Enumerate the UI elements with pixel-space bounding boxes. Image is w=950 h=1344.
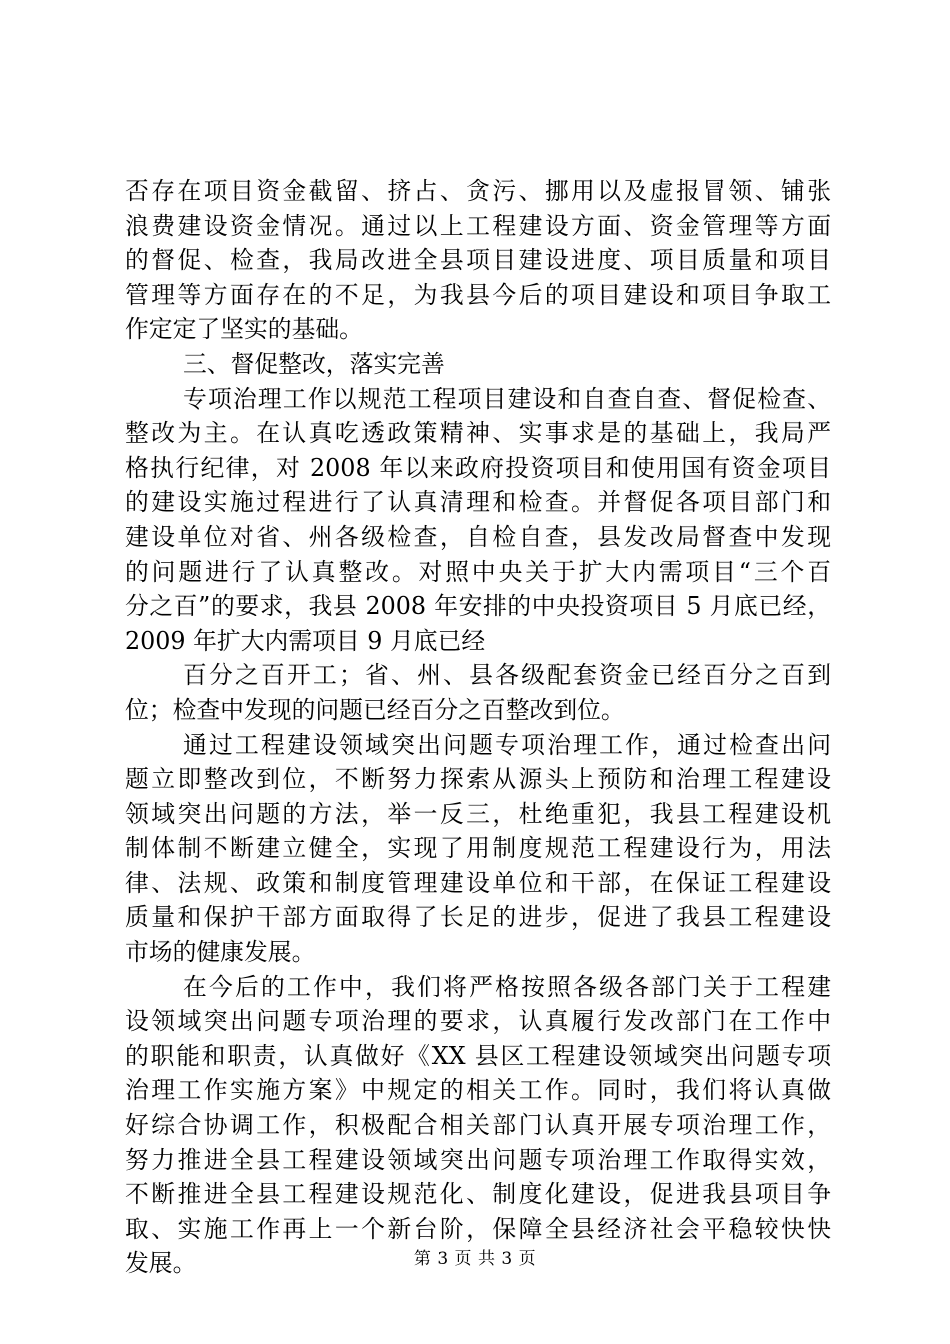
text-line: 专项治理工作以规范工程项目建设和自查自查、督促检查、 — [183, 384, 831, 413]
text-line: 题立即整改到位，不断努力探索从源头上预防和治理工程建设 — [125, 765, 831, 794]
text-line: 2009 年扩大内需项目 9 月底已经 — [125, 626, 486, 655]
document-body — [125, 174, 831, 1281]
text-line: 建设单位对省、州各级检查，自检自查，县发改局督查中发现 — [125, 522, 831, 551]
text-line: 分之百”的要求，我县 2008 年安排的中央投资项目 5 月底已经， — [125, 592, 831, 621]
text-line: 质量和保护干部方面取得了长足的进步，促进了我县工程建设 — [125, 903, 831, 932]
text-line: 领域突出问题的方法，举一反三，杜绝重犯，我县工程建设机 — [125, 799, 831, 828]
text-line: 治理工作实施方案》中规定的相关工作。同时，我们将认真做 — [125, 1076, 831, 1105]
text-line: 的职能和职责，认真做好《XX 县区工程建设领域突出问题专项 — [125, 1041, 831, 1070]
text-line: 的督促、检查，我局改进全县项目建设进度、项目质量和项目 — [125, 246, 831, 275]
text-line: 格执行纪律，对 2008 年以来政府投资项目和使用国有资金项目 — [125, 453, 831, 482]
text-line: 的问题进行了认真整改。对照中央关于扩大内需项目“三个百 — [125, 557, 831, 586]
text-line: 设领域突出问题专项治理的要求，认真履行发改部门在工作中 — [125, 1007, 831, 1036]
text-line: 否存在项目资金截留、挤占、贪污、挪用以及虚报冒领、铺张 — [125, 177, 831, 205]
text-line: 整改为主。在认真吃透政策精神、实事求是的基础上，我局严 — [125, 419, 831, 448]
text-line: 律、法规、政策和制度管理建设单位和干部，在保证工程建设 — [125, 868, 831, 897]
text-line: 市场的健康发展。 — [125, 938, 316, 967]
text-line: 取、实施工作再上一个新台阶，保障全县经济社会平稳较快快 — [125, 1214, 831, 1243]
page-footer: 第 3 页 共 3 页 — [413, 1249, 537, 1269]
text-line: 好综合协调工作，积极配合相关部门认真开展专项治理工作， — [125, 1111, 831, 1140]
text-line: 不断推进全县工程建设规范化、制度化建设，促进我县项目争 — [125, 1180, 831, 1209]
text-line: 三、督促整改，落实完善 — [183, 349, 445, 378]
text-line: 制体制不断建立健全，实现了用制度规范工程建设行为，用法 — [125, 834, 831, 863]
text-line: 的建设实施过程进行了认真清理和检查。并督促各项目部门和 — [125, 488, 831, 517]
text-line: 位；检查中发现的问题已经百分之百整改到位。 — [125, 695, 625, 724]
text-line: 努力推进全县工程建设领域突出问题专项治理工作取得实效， — [125, 1145, 831, 1174]
text-line: 作定定了坚实的基础。 — [125, 315, 363, 344]
text-line: 管理等方面存在的不足，为我县今后的项目建设和项目争取工 — [125, 280, 831, 309]
text-line: 发展。 — [125, 1249, 197, 1278]
text-line: 通过工程建设领域突出问题专项治理工作，通过检查出问 — [183, 730, 831, 759]
text-line: 在今后的工作中，我们将严格按照各级各部门关于工程建 — [183, 972, 831, 1001]
text-line: 浪费建设资金情况。通过以上工程建设方面、资金管理等方面 — [125, 211, 831, 240]
text-line: 百分之百开工；省、州、县各级配套资金已经百分之百到 — [183, 661, 831, 690]
